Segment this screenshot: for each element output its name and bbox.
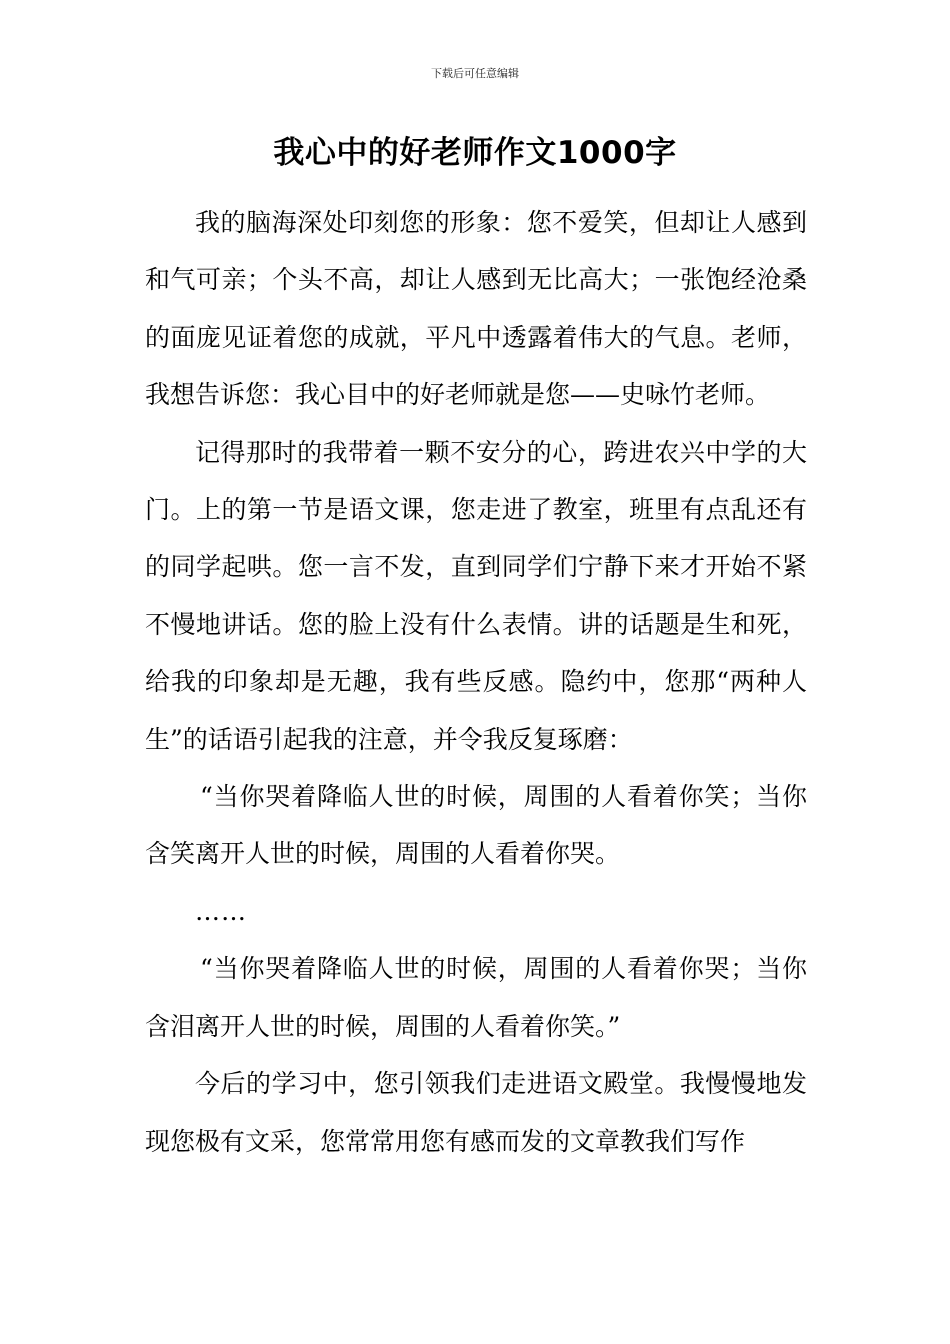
quote-second: “当你哭着降临人世的时候，周围的人看着你哭；当你含泪离开人世的时候，周围的人看着你笑。” <box>145 954 807 1041</box>
quote-first: “当你哭着降临人世的时候，周围的人看着你笑；当你含笑离开人世的时候，周围的人看着你哭。 <box>145 782 807 869</box>
paragraph-first-class: 记得那时的我带着一颗不安分的心，跨进农兴中学的大门。上的第一节是语文课，您走进了教室，班里有点乱还有的同学起哄。您一言不发，直到同学们宁静下来才开始不紧不慢地讲话。您的脸上没有什么表情。讲的话题是生和死，给我的印象却是无趣，我有些反感。隐约中，您那“两种人生”的话语引起我的注意，并令我反复琢磨： <box>145 437 807 754</box>
ellipsis-line: …… <box>195 896 247 926</box>
header-note: 下载后可任意编辑 <box>431 67 519 80</box>
document-body <box>145 194 807 1170</box>
paragraph-intro: 我的脑海深处印刻您的形象：您不爱笑，但却让人感到和气可亲；个头不高，却让人感到无比高大；一张饱经沧桑的面庞见证着您的成就，平凡中透露着伟大的气息。老师，我想告诉您：我心目中的好老师就是您——史咏竹老师。 <box>145 208 807 410</box>
document-title: 我心中的好老师作文1000字 <box>273 135 677 171</box>
paragraph-learning: 今后的学习中，您引领我们走进语文殿堂。我慢慢地发现您极有文采，您常常用您有感而发的文章教我们写作 <box>145 1069 807 1156</box>
